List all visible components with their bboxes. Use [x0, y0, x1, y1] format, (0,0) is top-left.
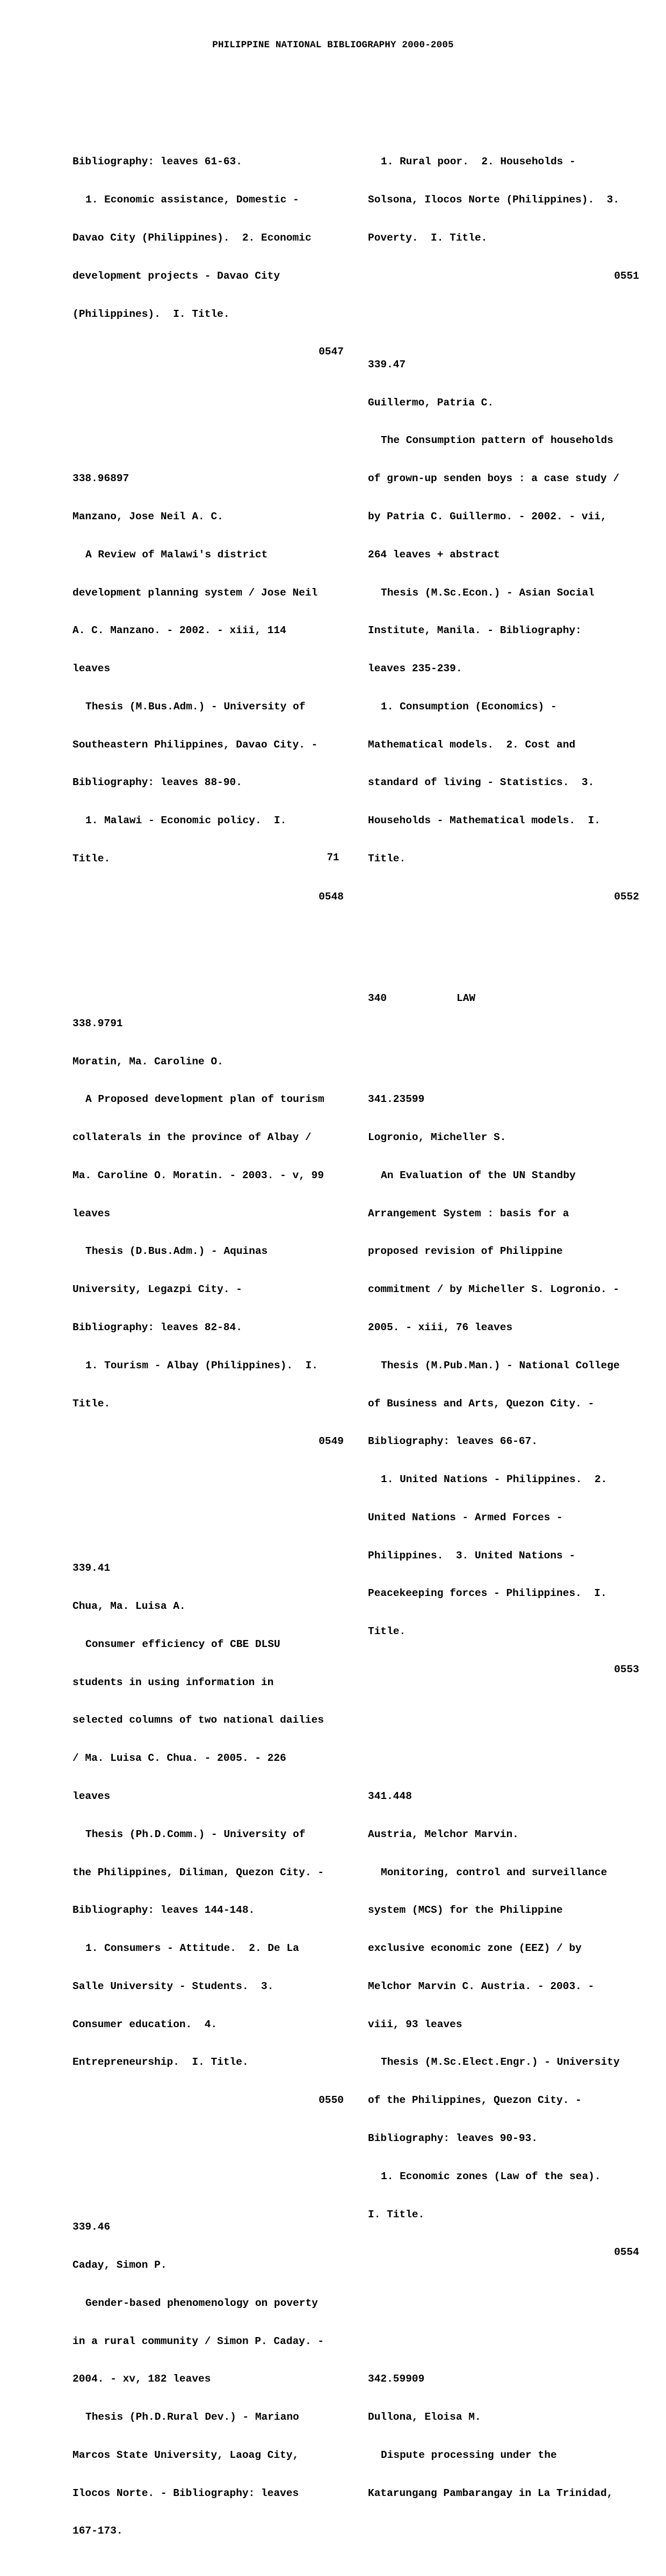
call-number: 341.23599 — [368, 1093, 425, 1106]
title-line: leaves — [73, 1207, 111, 1220]
thesis-note: Thesis (Ph.D.Rural Dev.) - Mariano — [85, 2411, 299, 2423]
title-line: Monitoring, control and surveillance — [381, 1866, 607, 1878]
subject-line: Mathematical models. 2. Cost and — [368, 738, 576, 751]
thesis-note: Ilocos Norte. - Bibliography: leaves — [73, 2487, 299, 2499]
thesis-note: Southeastern Philippines, Davao City. - — [73, 738, 318, 751]
title-line: Dispute processing under the — [381, 2449, 557, 2461]
subject-line: standard of living - Statistics. 3. — [368, 777, 595, 789]
thesis-note: Bibliography: leaves 90-93. — [368, 2132, 538, 2144]
entry-number: 0547 — [318, 346, 344, 358]
thesis-note: Institute, Manila. - Bibliography: — [368, 625, 582, 637]
thesis-note: Thesis (M.Bus.Adm.) - University of — [85, 700, 306, 713]
subject-line: 1. United Nations - Philippines. 2. — [381, 1474, 607, 1486]
title-line: Arrangement System : basis for a — [368, 1207, 569, 1220]
entry-0552 — [368, 333, 639, 929]
title-line: Gender-based phenomenology on poverty — [85, 2297, 318, 2309]
title-line: 2004. - xv, 182 leaves — [73, 2373, 211, 2385]
author: Manzano, Jose Neil A. C. — [73, 511, 223, 523]
title-line: leaves — [73, 1790, 111, 1802]
title-line: selected columns of two national dailies — [73, 1714, 324, 1726]
call-number: 339.46 — [73, 2221, 111, 2233]
subject-line: (Philippines). I. Title. — [73, 308, 230, 320]
title-line: Melchor Marvin C. Austria. - 2003. - — [368, 1980, 595, 1992]
call-number: 339.47 — [368, 358, 406, 371]
entry-0555-start — [368, 2348, 639, 2525]
entry-0553 — [368, 1068, 639, 1702]
subject-line: Title. — [73, 853, 111, 865]
entry-0550 — [73, 1537, 344, 2132]
thesis-note: of Business and Arts, Quezon City. - — [368, 1397, 595, 1410]
author: Guillermo, Patria C. — [368, 396, 494, 409]
title-line: leaves — [73, 663, 111, 675]
entry-0554 — [368, 1765, 639, 2284]
entry-number: 0553 — [614, 1664, 639, 1676]
thesis-note: University, Legazpi City. - — [73, 1283, 242, 1296]
entry-0549 — [73, 992, 344, 1474]
subject-line: Households - Mathematical models. I. — [368, 815, 600, 827]
entry-0547 — [73, 130, 344, 384]
running-header: PHILIPPINE NATIONAL BIBLIOGRAPHY 2000-2005 — [212, 40, 454, 50]
title-line: A Review of Malawi's district — [85, 548, 268, 561]
author: Moratin, Ma. Caroline O. — [73, 1055, 223, 1068]
thesis-note: Bibliography: leaves 82-84. — [73, 1322, 242, 1333]
call-number: 342.59909 — [368, 2373, 425, 2385]
entry-number: 0549 — [318, 1435, 344, 1448]
title-line: commitment / by Micheller S. Logronio. - — [368, 1283, 620, 1296]
entry-number: 0548 — [318, 890, 344, 903]
author: Austria, Melchor Marvin. — [368, 1828, 519, 1840]
subject-line: Peacekeeping forces - Philippines. I. — [368, 1587, 607, 1600]
title-line: The Consumption pattern of households — [381, 434, 613, 447]
title-line: A Proposed development plan of tourism — [85, 1093, 324, 1106]
entry-number: 0554 — [614, 2246, 639, 2259]
title-line: 2005. - xiii, 76 leaves — [368, 1322, 513, 1333]
call-number: 341.448 — [368, 1790, 412, 1802]
call-number: 338.96897 — [73, 473, 129, 485]
title-line: collaterals in the province of Albay / — [73, 1131, 312, 1144]
entry-0551-start — [73, 2196, 344, 2563]
thesis-note: Thesis (Ph.D.Comm.) - University of — [85, 1828, 306, 1840]
subject-line: 1. Economic zones (Law of the sea). — [381, 2170, 601, 2182]
entry-line: Bibliography: leaves 61-63. — [73, 156, 242, 168]
title-line: An Evaluation of the UN Standby — [381, 1169, 576, 1181]
thesis-note: Marcos State University, Laoag City, — [73, 2449, 299, 2461]
right-column — [368, 105, 639, 2538]
subject-line: Title. — [73, 1397, 111, 1410]
author: Caday, Simon P. — [73, 2259, 167, 2271]
left-column — [73, 105, 344, 2576]
page-number: 71 — [327, 852, 339, 863]
subject-line: Title. — [368, 1626, 406, 1638]
title-line: system (MCS) for the Philippine — [368, 1904, 563, 1917]
thesis-note: Thesis (M.Sc.Econ.) - Asian Social — [381, 586, 595, 599]
author: Logronio, Micheller S. — [368, 1131, 506, 1144]
subject-line: Philippines. 3. United Nations - — [368, 1549, 576, 1562]
thesis-note: Thesis (M.Pub.Man.) - National College — [381, 1359, 620, 1372]
thesis-note: the Philippines, Diliman, Quezon City. - — [73, 1866, 324, 1878]
thesis-note: Thesis (D.Bus.Adm.) - Aquinas — [85, 1245, 268, 1258]
subject-line: Entrepreneurship. I. Title. — [73, 2056, 249, 2069]
thesis-note: Bibliography: leaves 88-90. — [73, 777, 242, 789]
thesis-note: of the Philippines, Quezon City. - — [368, 2094, 582, 2107]
section-class: 340 — [368, 992, 387, 1004]
subject-line: Solsona, Ilocos Norte (Philippines). 3. — [368, 194, 620, 206]
thesis-note: Bibliography: leaves 144-148. — [73, 1904, 255, 1917]
title-line: 264 leaves + abstract — [368, 548, 500, 561]
thesis-note: 167-173. — [73, 2525, 123, 2537]
subject-line: Title. — [368, 853, 406, 865]
subject-line: 1. Consumption (Economics) - — [381, 700, 557, 713]
entry-number: 0551 — [614, 270, 639, 282]
title-line: viii, 93 leaves — [368, 2018, 462, 2030]
thesis-note: Thesis (M.Sc.Elect.Engr.) - University — [381, 2056, 620, 2069]
section-heading — [368, 992, 639, 1005]
title-line: / Ma. Luisa C. Chua. - 2005. - 226 — [73, 1752, 286, 1765]
subject-line: 1. Consumers - Attitude. 2. De La — [85, 1942, 299, 1955]
subject-line: Poverty. I. Title. — [368, 231, 488, 244]
title-line: students in using information in — [73, 1676, 274, 1688]
entry-0551-end — [368, 130, 639, 308]
entry-number: 0552 — [614, 890, 639, 903]
call-number: 338.9791 — [73, 1017, 123, 1029]
author: Dullona, Eloisa M. — [368, 2411, 481, 2423]
subject-line: 1. Malawi - Economic policy. I. — [85, 815, 287, 827]
subject-line: Consumer education. 4. — [73, 2018, 218, 2030]
title-line: Ma. Caroline O. Moratin. - 2003. - v, 99 — [73, 1169, 324, 1181]
title-line: of grown-up senden boys : a case study / — [368, 473, 620, 485]
title-line: Consumer efficiency of CBE DLSU — [85, 1638, 280, 1650]
subject-line: 1. Rural poor. 2. Households - — [381, 156, 576, 168]
entry-number: 0550 — [318, 2094, 344, 2107]
subject-line: Salle University - Students. 3. — [73, 1980, 274, 1992]
title-line: development planning system / Jose Neil — [73, 586, 318, 599]
section-title: LAW — [457, 992, 476, 1004]
thesis-note: leaves 235-239. — [368, 663, 462, 675]
author: Chua, Ma. Luisa A. — [73, 1600, 186, 1613]
title-line: proposed revision of Philippine — [368, 1245, 563, 1258]
thesis-note: Bibliography: leaves 66-67. — [368, 1435, 538, 1448]
subject-line: development projects - Davao City — [73, 270, 280, 282]
subject-line: 1. Economic assistance, Domestic - — [85, 194, 299, 206]
title-line: by Patria C. Guillermo. - 2002. - vii, — [368, 511, 607, 523]
title-line: A. C. Manzano. - 2002. - xiii, 114 — [73, 625, 286, 637]
subject-line: United Nations - Armed Forces - — [368, 1511, 563, 1523]
title-line: Katarungang Pambarangay in La Trinidad, — [368, 2487, 613, 2499]
title-line: in a rural community / Simon P. Caday. - — [73, 2335, 324, 2347]
title-line: exclusive economic zone (EEZ) / by — [368, 1942, 582, 1955]
call-number: 339.41 — [73, 1562, 111, 1574]
subject-line: Davao City (Philippines). 2. Economic — [73, 231, 312, 244]
subject-line: I. Title. — [368, 2208, 425, 2221]
subject-line: 1. Tourism - Albay (Philippines). I. — [85, 1359, 318, 1372]
